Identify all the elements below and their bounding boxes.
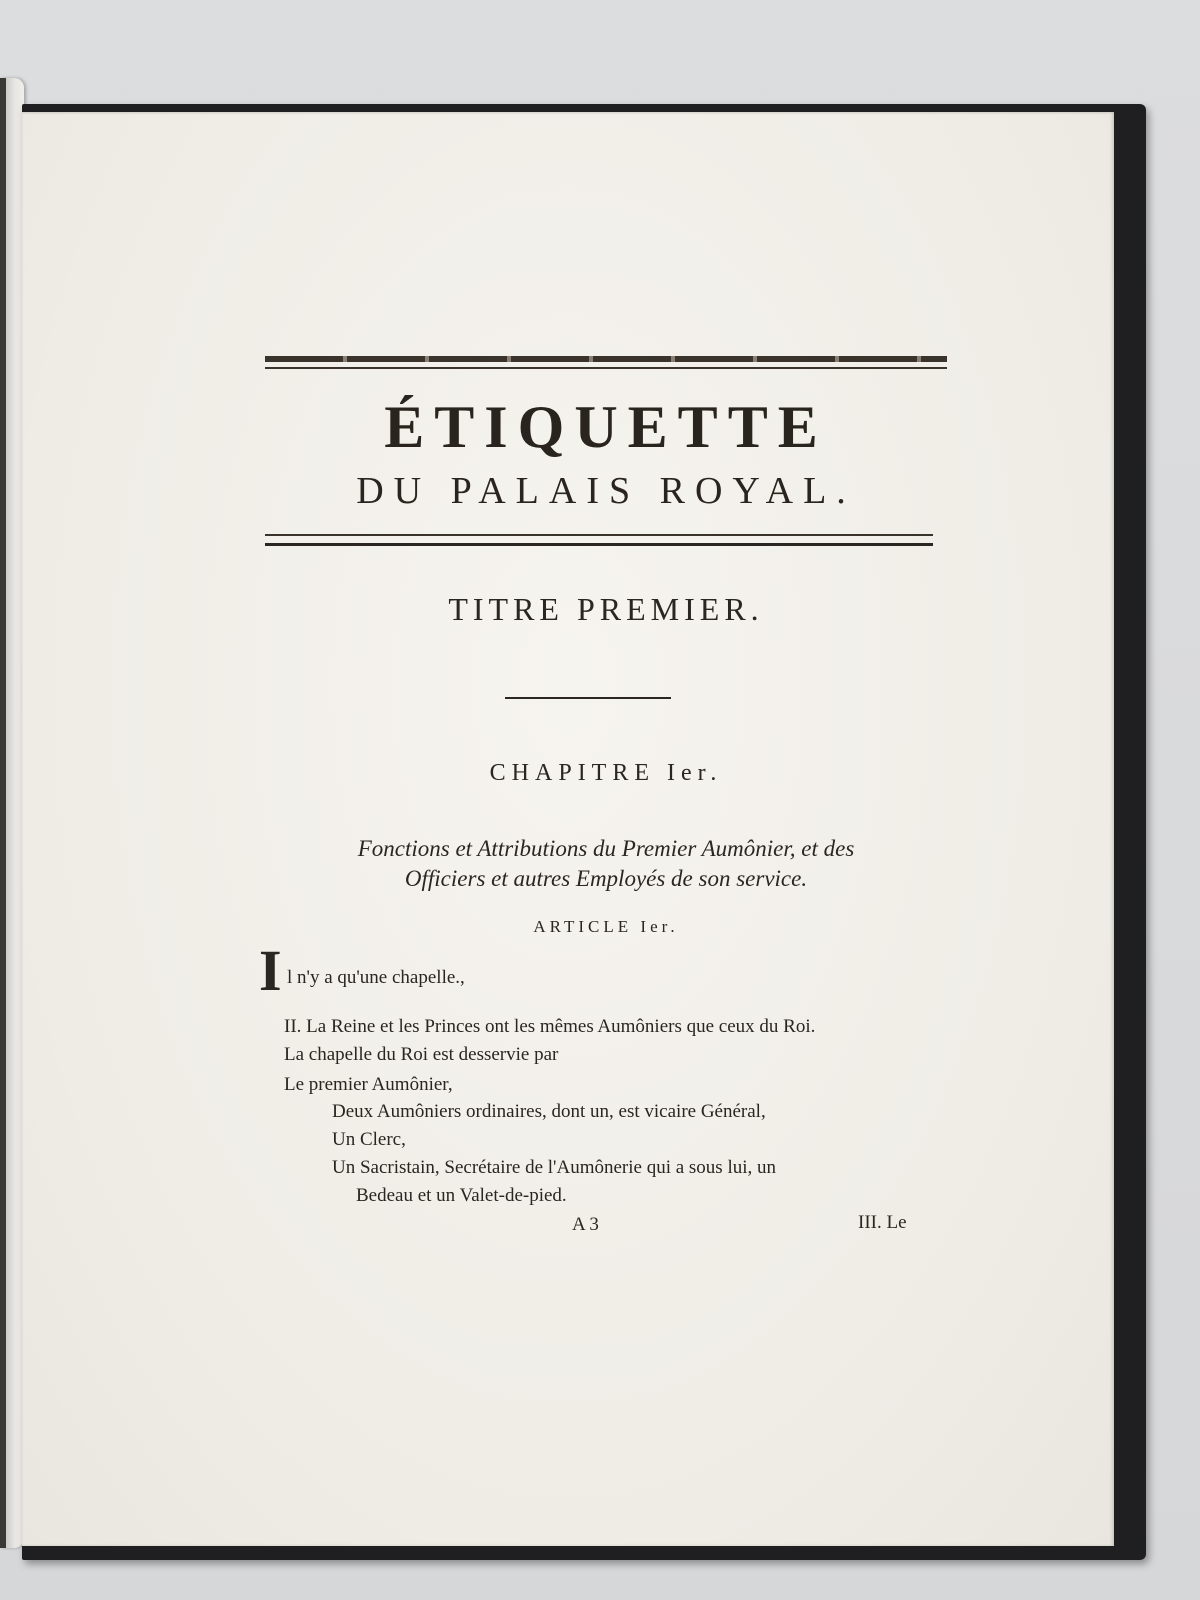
body-line-3: La chapelle du Roi est desservie par: [284, 1044, 559, 1065]
page-title: ÉTIQUETTE: [384, 394, 828, 460]
left-page-binding: [0, 78, 6, 1548]
body-line-4: Le premier Aumônier,: [284, 1074, 453, 1095]
drop-cap: I: [259, 938, 282, 1003]
thin-rule-top: [265, 367, 947, 369]
signature-mark: A 3: [572, 1214, 599, 1235]
ornamental-rule-top: [265, 356, 947, 362]
catchword: III. Le: [858, 1212, 907, 1233]
section-title-line-1: Fonctions et Attributions du Premier Aumônier, et des: [357, 836, 855, 861]
body-line-6: Un Clerc,: [332, 1129, 406, 1150]
titre-heading: TITRE PREMIER.: [448, 591, 764, 627]
body-line-8: Bedeau et un Valet-de-pied.: [356, 1185, 567, 1206]
double-rule-lower: [265, 543, 933, 546]
section-title-line-2: Officiers et autres Employés de son service.: [404, 866, 808, 891]
body-line-5: Deux Aumôniers ordinaires, dont un, est vicaire Général,: [332, 1101, 766, 1122]
separator-rule: [505, 697, 671, 699]
section-title: [262, 834, 950, 894]
chapitre-heading: CHAPITRE Ier.: [489, 760, 723, 786]
article-heading: ARTICLE Ier.: [533, 917, 679, 936]
body-line-7: Un Sacristain, Secrétaire de l'Aumônerie qui a sous lui, un: [332, 1157, 777, 1178]
body-line-1: l n'y a qu'une chapelle.,: [287, 967, 465, 988]
double-rule-upper: [265, 534, 933, 536]
body-line-2: II. La Reine et les Princes ont les mêmes Aumôniers que ceux du Roi.: [284, 1016, 816, 1037]
book-page: [22, 112, 1114, 1546]
page-subtitle: DU PALAIS ROYAL.: [356, 470, 856, 512]
